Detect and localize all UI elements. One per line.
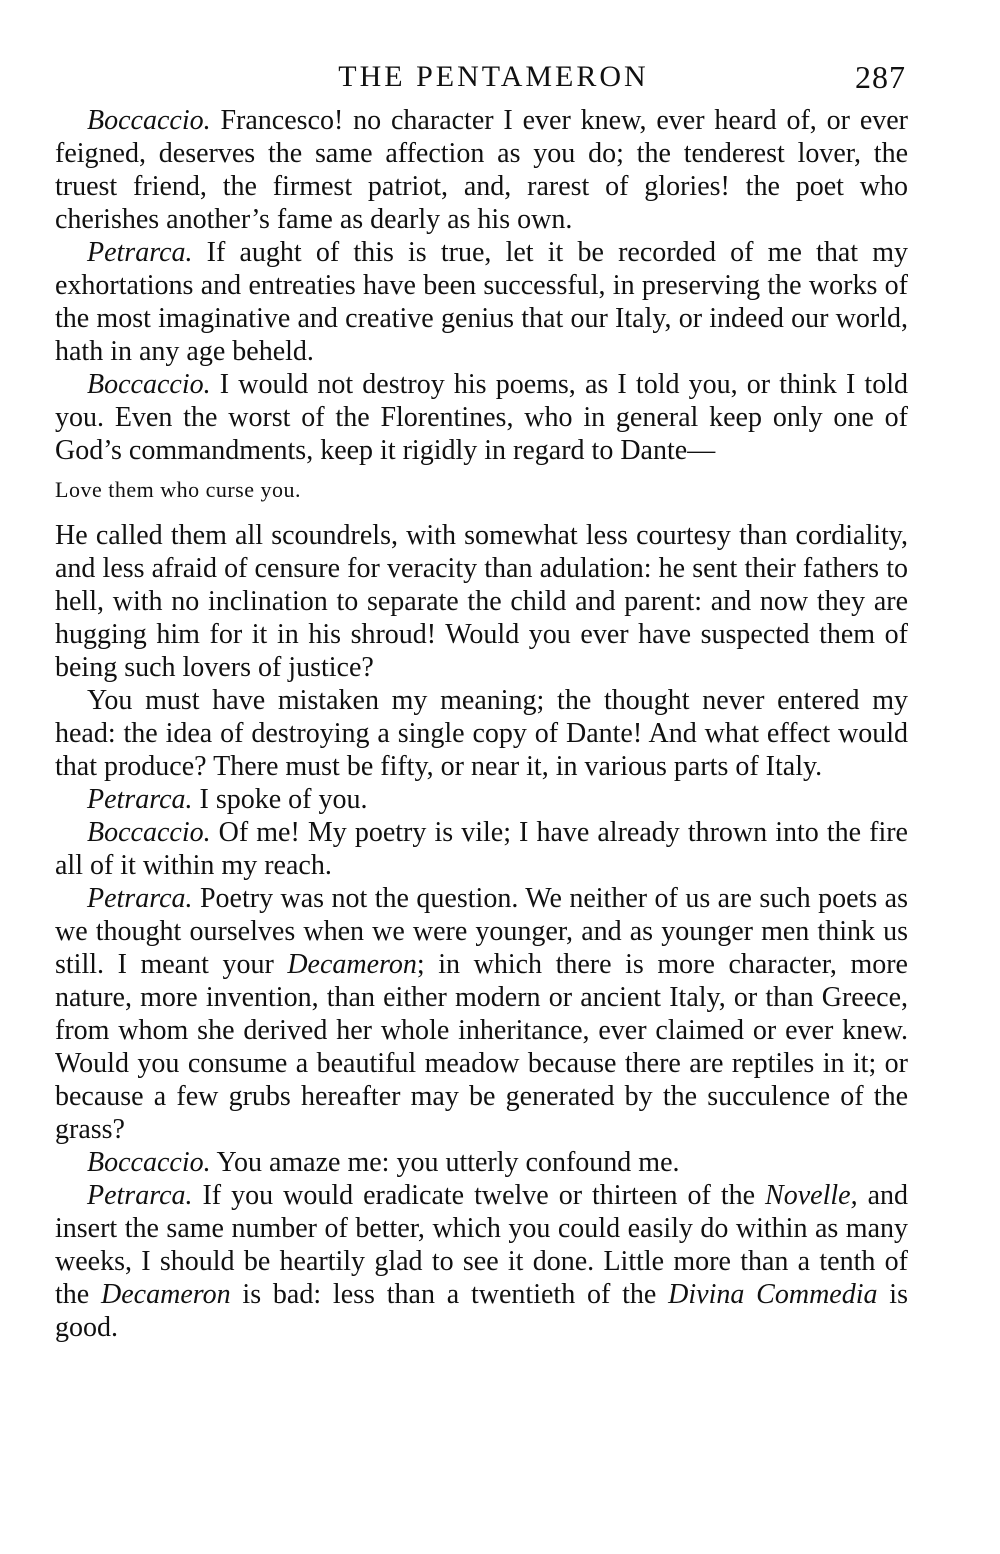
paragraph	[55, 882, 908, 1146]
speaker-name: Petrarca.	[87, 237, 193, 268]
running-title: THE PENTAMERON	[338, 60, 649, 93]
paragraph	[55, 816, 908, 882]
work-title: Decameron	[101, 1279, 231, 1310]
speaker-name: Petrarca.	[87, 883, 193, 914]
speaker-name: Boccaccio.	[87, 105, 211, 136]
paragraph	[55, 368, 908, 467]
block-quote: Love them who curse you.	[55, 477, 301, 502]
page-number: 287	[855, 59, 906, 95]
paragraph-text: You amaze me: you utterly confound me.	[210, 1147, 680, 1178]
paragraph-text: If you would eradicate twelve or thirteen of the	[192, 1180, 766, 1211]
body-text	[55, 104, 908, 1344]
paragraph-text: Poetry was not the question. We neither of us are such poets as we thought ourselves when we were younger, and as younger men think us still. I meant your	[55, 883, 908, 980]
paragraph-text: Francesco! no character I ever knew, ever heard of, or ever feigned, deserves the same affection as you do; the tenderest lover, the truest friend, the firmest patriot, and, rarest of glories! the poet who cherishes another’s fame as dearly as his own.	[55, 105, 908, 235]
paragraph-text: If aught of this is true, let it be recorded of me that my exhortations and entreaties have been successful, in preserving the works of the most imaginative and creative genius that our Italy, or indeed our world, hath in any age beheld.	[55, 237, 908, 367]
speaker-name: Boccaccio.	[87, 369, 211, 400]
paragraph-text: Of me! My poetry is vile; I have already thrown into the fire all of it within my reach.	[55, 817, 908, 881]
paragraph	[55, 236, 908, 368]
speaker-name: Boccaccio.	[87, 1147, 211, 1178]
paragraph-text: He called them all scoundrels, with somewhat less courtesy than cordiality, and less afraid of censure for veracity than adulation: he sent their fathers to hell, with no inclination to separate the child and parent: and now they are hugging him for it in his shroud! Would you ever have suspected them of being such lovers of justice?	[55, 520, 908, 683]
work-title: Divina Commedia	[668, 1279, 878, 1310]
paragraph-text: ; in which there is more character, more nature, more invention, than either modern or ancient Italy, or than Greece, from whom she derived her whole inheritance, ever claimed or ever knew. Would you consume a beautiful meadow because there are reptiles in it; or because a few grubs hereafter may be generated by the succulence of the grass?	[55, 949, 908, 1145]
work-title: Decameron	[287, 949, 417, 980]
work-title: Novelle,	[765, 1180, 858, 1211]
speaker-name: Petrarca.	[87, 1180, 193, 1211]
paragraph-text: and insert the same number of better, which you could easily do within as many weeks, I should be heartily glad to see it done. Little more than a tenth of the	[55, 1180, 908, 1310]
speaker-name: Petrarca.	[87, 784, 193, 815]
paragraph	[55, 104, 908, 236]
paragraph	[55, 783, 908, 816]
paragraph	[55, 519, 908, 684]
paragraph-text: is good.	[55, 1279, 908, 1343]
paragraph-text: I would not destroy his poems, as I told you, or think I told you. Even the worst of the Florentines, who in general keep only one of God’s commandments, keep it rigidly in regard to Dante—	[55, 369, 908, 466]
paragraph	[55, 684, 908, 783]
paragraph-text: is bad: less than a twentieth of the	[230, 1279, 669, 1310]
paragraph-text: I spoke of you.	[192, 784, 368, 815]
book-page	[55, 54, 908, 1344]
running-head	[55, 54, 908, 104]
paragraph	[55, 1179, 908, 1344]
paragraph	[55, 1146, 908, 1179]
paragraph-text: You must have mistaken my meaning; the thought never entered my head: the idea of destroying a single copy of Dante! And what effect would that produce? There must be fifty, or near it, in various parts of Italy.	[55, 685, 908, 782]
speaker-name: Boccaccio.	[87, 817, 211, 848]
